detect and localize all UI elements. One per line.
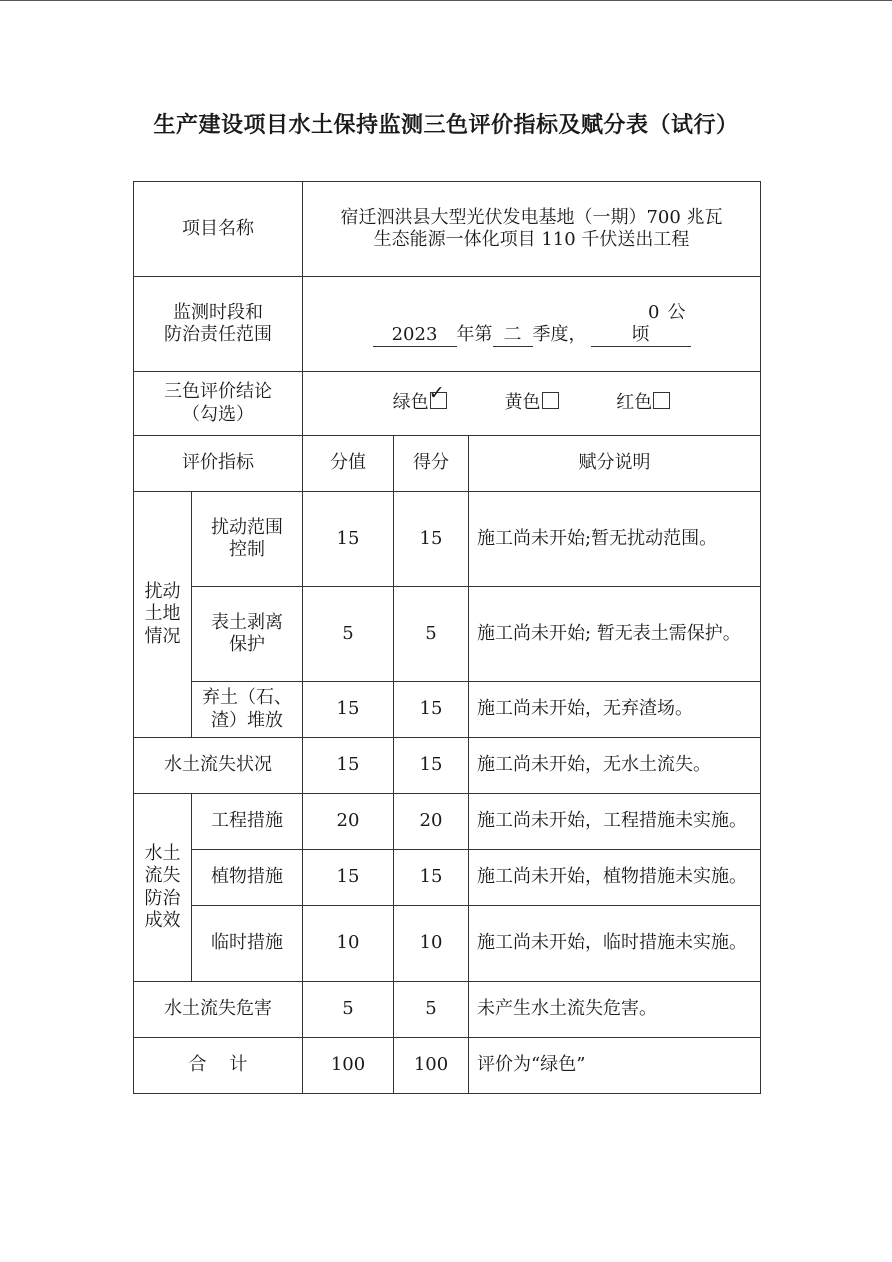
period-year: 2023 xyxy=(373,324,457,347)
table-row xyxy=(134,587,761,682)
row-name-line: 控制 xyxy=(229,539,265,560)
row-got: 15 xyxy=(394,492,469,587)
header-explain: 赋分说明 xyxy=(469,436,761,492)
option-yellow-checkbox[interactable] xyxy=(542,392,559,409)
row-got: 5 xyxy=(394,982,469,1038)
row-note: 未产生水土流失危害。 xyxy=(469,982,761,1038)
row-name-line: 渣）堆放 xyxy=(211,709,283,731)
row-note: 施工尚未开始;暂无扰动范围。 xyxy=(469,492,761,587)
row-score: 15 xyxy=(303,850,394,906)
row-note: 施工尚未开始; 暂无表土需保护。 xyxy=(469,587,761,682)
row-name xyxy=(192,682,303,738)
period-row xyxy=(134,277,761,372)
row-name: 水土流失危害 xyxy=(134,982,303,1038)
row-got: 10 xyxy=(394,906,469,982)
group-prevention xyxy=(134,794,192,982)
group-prevention-line: 水土 xyxy=(144,842,181,864)
row-name-line: 弃土（石、 xyxy=(202,687,292,708)
row-score: 20 xyxy=(303,794,394,850)
row-got: 15 xyxy=(394,682,469,738)
period-value-cell xyxy=(303,277,761,372)
row-got: 5 xyxy=(394,587,469,682)
evaluation-table xyxy=(133,181,761,1094)
row-score: 15 xyxy=(303,682,394,738)
row-name xyxy=(192,587,303,682)
row-score: 15 xyxy=(303,738,394,794)
group-disturbance-line: 土地 xyxy=(144,603,181,625)
period-area-unit: 公顷 xyxy=(631,301,686,345)
table-row xyxy=(134,794,761,850)
row-note: 施工尚未开始，无水土流失。 xyxy=(469,738,761,794)
group-disturbance-line: 情况 xyxy=(144,625,181,647)
row-got: 15 xyxy=(394,738,469,794)
row-name-line: 扰动范围 xyxy=(211,516,283,538)
option-yellow[interactable] xyxy=(505,392,559,415)
table-row xyxy=(134,906,761,982)
conclusion-options-cell xyxy=(303,372,761,436)
total-got: 100 xyxy=(394,1038,469,1094)
project-label: 项目名称 xyxy=(134,182,303,277)
period-year-suffix: 年第 xyxy=(456,323,493,345)
period-quarter-suffix: 季度， xyxy=(532,323,587,345)
header-score: 分值 xyxy=(303,436,394,492)
project-row xyxy=(134,182,761,277)
conclusion-label-line1: 三色评价结论 xyxy=(164,381,272,402)
period-quarter: 二 xyxy=(493,324,533,347)
option-red-checkbox[interactable] xyxy=(653,392,670,409)
row-note: 施工尚未开始，工程措施未实施。 xyxy=(469,794,761,850)
total-score: 100 xyxy=(303,1038,394,1094)
row-got: 20 xyxy=(394,794,469,850)
row-name: 临时措施 xyxy=(192,906,303,982)
row-score: 5 xyxy=(303,982,394,1038)
conclusion-row xyxy=(134,372,761,436)
option-green-label: 绿色 xyxy=(392,392,429,414)
total-row xyxy=(134,1038,761,1094)
header-got: 得分 xyxy=(394,436,469,492)
group-prevention-line: 防治 xyxy=(144,887,181,909)
page-title: 生产建设项目水土保持监测三色评价指标及赋分表（试行） xyxy=(153,113,739,138)
period-label-line1: 监测时段和 xyxy=(173,301,263,323)
header-row xyxy=(134,436,761,492)
option-green-checkbox[interactable] xyxy=(428,382,447,409)
row-score: 10 xyxy=(303,906,394,982)
group-disturbance xyxy=(134,492,192,738)
table-row xyxy=(134,850,761,906)
period-area-value: 0 xyxy=(648,301,660,323)
row-score: 15 xyxy=(303,492,394,587)
group-disturbance-line: 扰动 xyxy=(144,580,181,602)
project-name-line2: 生态能源一体化项目 110 千伏送出工程 xyxy=(373,229,690,250)
conclusion-label-cell xyxy=(134,372,303,436)
table-row xyxy=(134,738,761,794)
row-name: 植物措施 xyxy=(192,850,303,906)
table-row xyxy=(134,682,761,738)
row-name-line: 保护 xyxy=(229,634,265,655)
row-note: 施工尚未开始，无弃渣场。 xyxy=(469,682,761,738)
check-mark-icon: ✓ xyxy=(428,382,445,405)
row-note: 施工尚未开始，临时措施未实施。 xyxy=(469,906,761,982)
total-label: 合 计 xyxy=(134,1038,303,1094)
table-row xyxy=(134,492,761,587)
row-score: 5 xyxy=(303,587,394,682)
row-name: 水土流失状况 xyxy=(134,738,303,794)
period-label-line2: 防治责任范围 xyxy=(164,324,272,345)
option-green[interactable] xyxy=(392,382,447,415)
option-red-label: 红色 xyxy=(616,392,653,414)
project-name-line1: 宿迁泗洪县大型光伏发电基地（一期）700 兆瓦 xyxy=(340,206,723,228)
period-label-cell xyxy=(134,277,303,372)
option-red[interactable] xyxy=(616,392,670,415)
period-area xyxy=(591,302,691,347)
top-border-line xyxy=(0,0,892,1)
row-name xyxy=(192,492,303,587)
table-row xyxy=(134,982,761,1038)
total-note: 评价为“绿色” xyxy=(469,1038,761,1094)
row-name: 工程措施 xyxy=(192,794,303,850)
row-note: 施工尚未开始，植物措施未实施。 xyxy=(469,850,761,906)
group-prevention-line: 成效 xyxy=(144,910,181,931)
row-name-line: 表土剥离 xyxy=(211,611,283,633)
row-got: 15 xyxy=(394,850,469,906)
header-indicator: 评价指标 xyxy=(134,436,303,492)
option-yellow-label: 黄色 xyxy=(504,392,541,414)
project-name-cell xyxy=(303,182,761,277)
conclusion-label-line2: （勾选） xyxy=(182,403,254,425)
group-prevention-line: 流失 xyxy=(144,865,181,886)
